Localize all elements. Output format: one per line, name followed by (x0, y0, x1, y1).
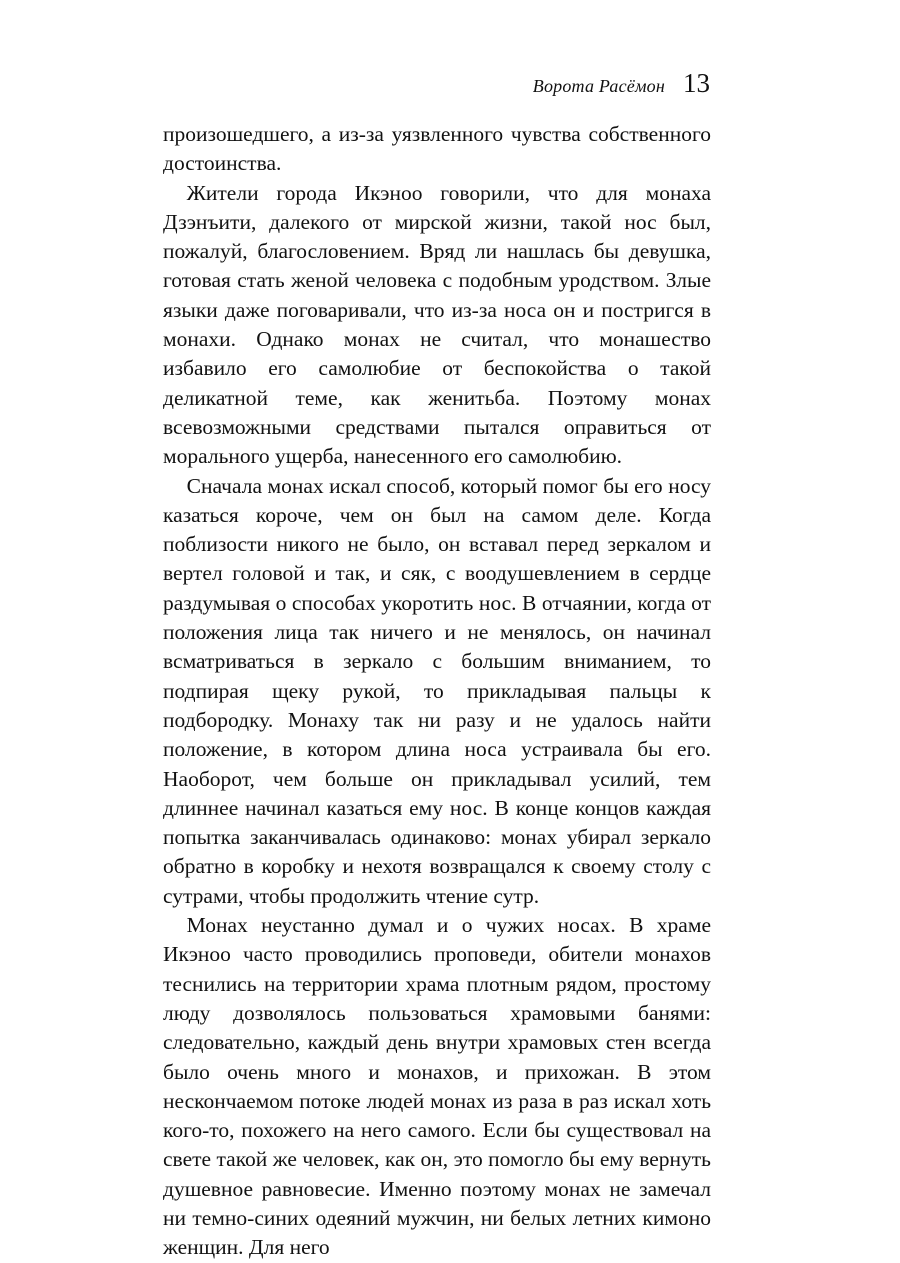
paragraph: Жители города Икэноо говорили, что для монаха Дзэнъити, далекого от мирской жизни, такой нос был, пожалуй, благословением. Вряд ли нашлась бы девушка, готовая стать женой человека с подобным уродством. Злые языки даже поговаривали, что из-за носа он и постригся в монахи. Однако монах не считал, что монашество избавило его самолюбие от беспокойства о такой деликатной теме, как женитьба. Поэтому монах всевозможными средствами пытался оправиться от морального ущерба, нанесенного его самолюбию. (163, 180, 711, 469)
paragraph: Сначала монах искал способ, который помог бы его носу казаться короче, чем он был на самом деле. Когда поблизости никого не было, он вставал перед зеркалом и вертел головой и так, и сяк, с воодушевлением в сердце раздумывая о способах укоротить нос. В отчаянии, когда от положения лица так ничего и не менялось, он начинал всматриваться в зеркало с большим вниманием, то подпирая щеку рукой, то прикладывая пальцы к подбородку. Монаху так ни разу и не удалось найти положение, в котором длина носа устраивала бы его. Наоборот, чем больше он прикладывал усилий, тем длиннее начинал казаться ему нос. В конце концов каждая попытка заканчивалась одинаково: монах убирал зеркало обратно в коробку и нехотя возвращался к своему столу с сутрами, чтобы продолжить чтение сутр. (163, 473, 711, 908)
paragraph-continued: произошедшего, а из-за уязвленного чувства собственного достоинства. (163, 122, 711, 176)
page-number: 13 (683, 68, 710, 98)
body-text (163, 120, 711, 1263)
paragraph: Монах неустанно думал и о чужих носах. В храме Икэноо часто проводились проповеди, обители монахов теснились на территории храма плотным рядом, простому люду дозволялось пользоваться храмовыми банями: следовательно, каждый день внутри храмовых стен всегда было очень много и монахов, и прихожан. В этом нескончаемом потоке людей монах из раза в раз искал хоть кого-то, похожего на него самого. Если бы существовал на свете такой же человек, как он, это помогло бы ему вернуть душевное равновесие. Именно поэтому монах не замечал ни темно-синих одеяний мужчин, ни белых летних кимоно женщин. Для него (163, 913, 711, 1260)
running-title: Ворота Расёмон (532, 76, 665, 96)
running-head (533, 70, 710, 97)
